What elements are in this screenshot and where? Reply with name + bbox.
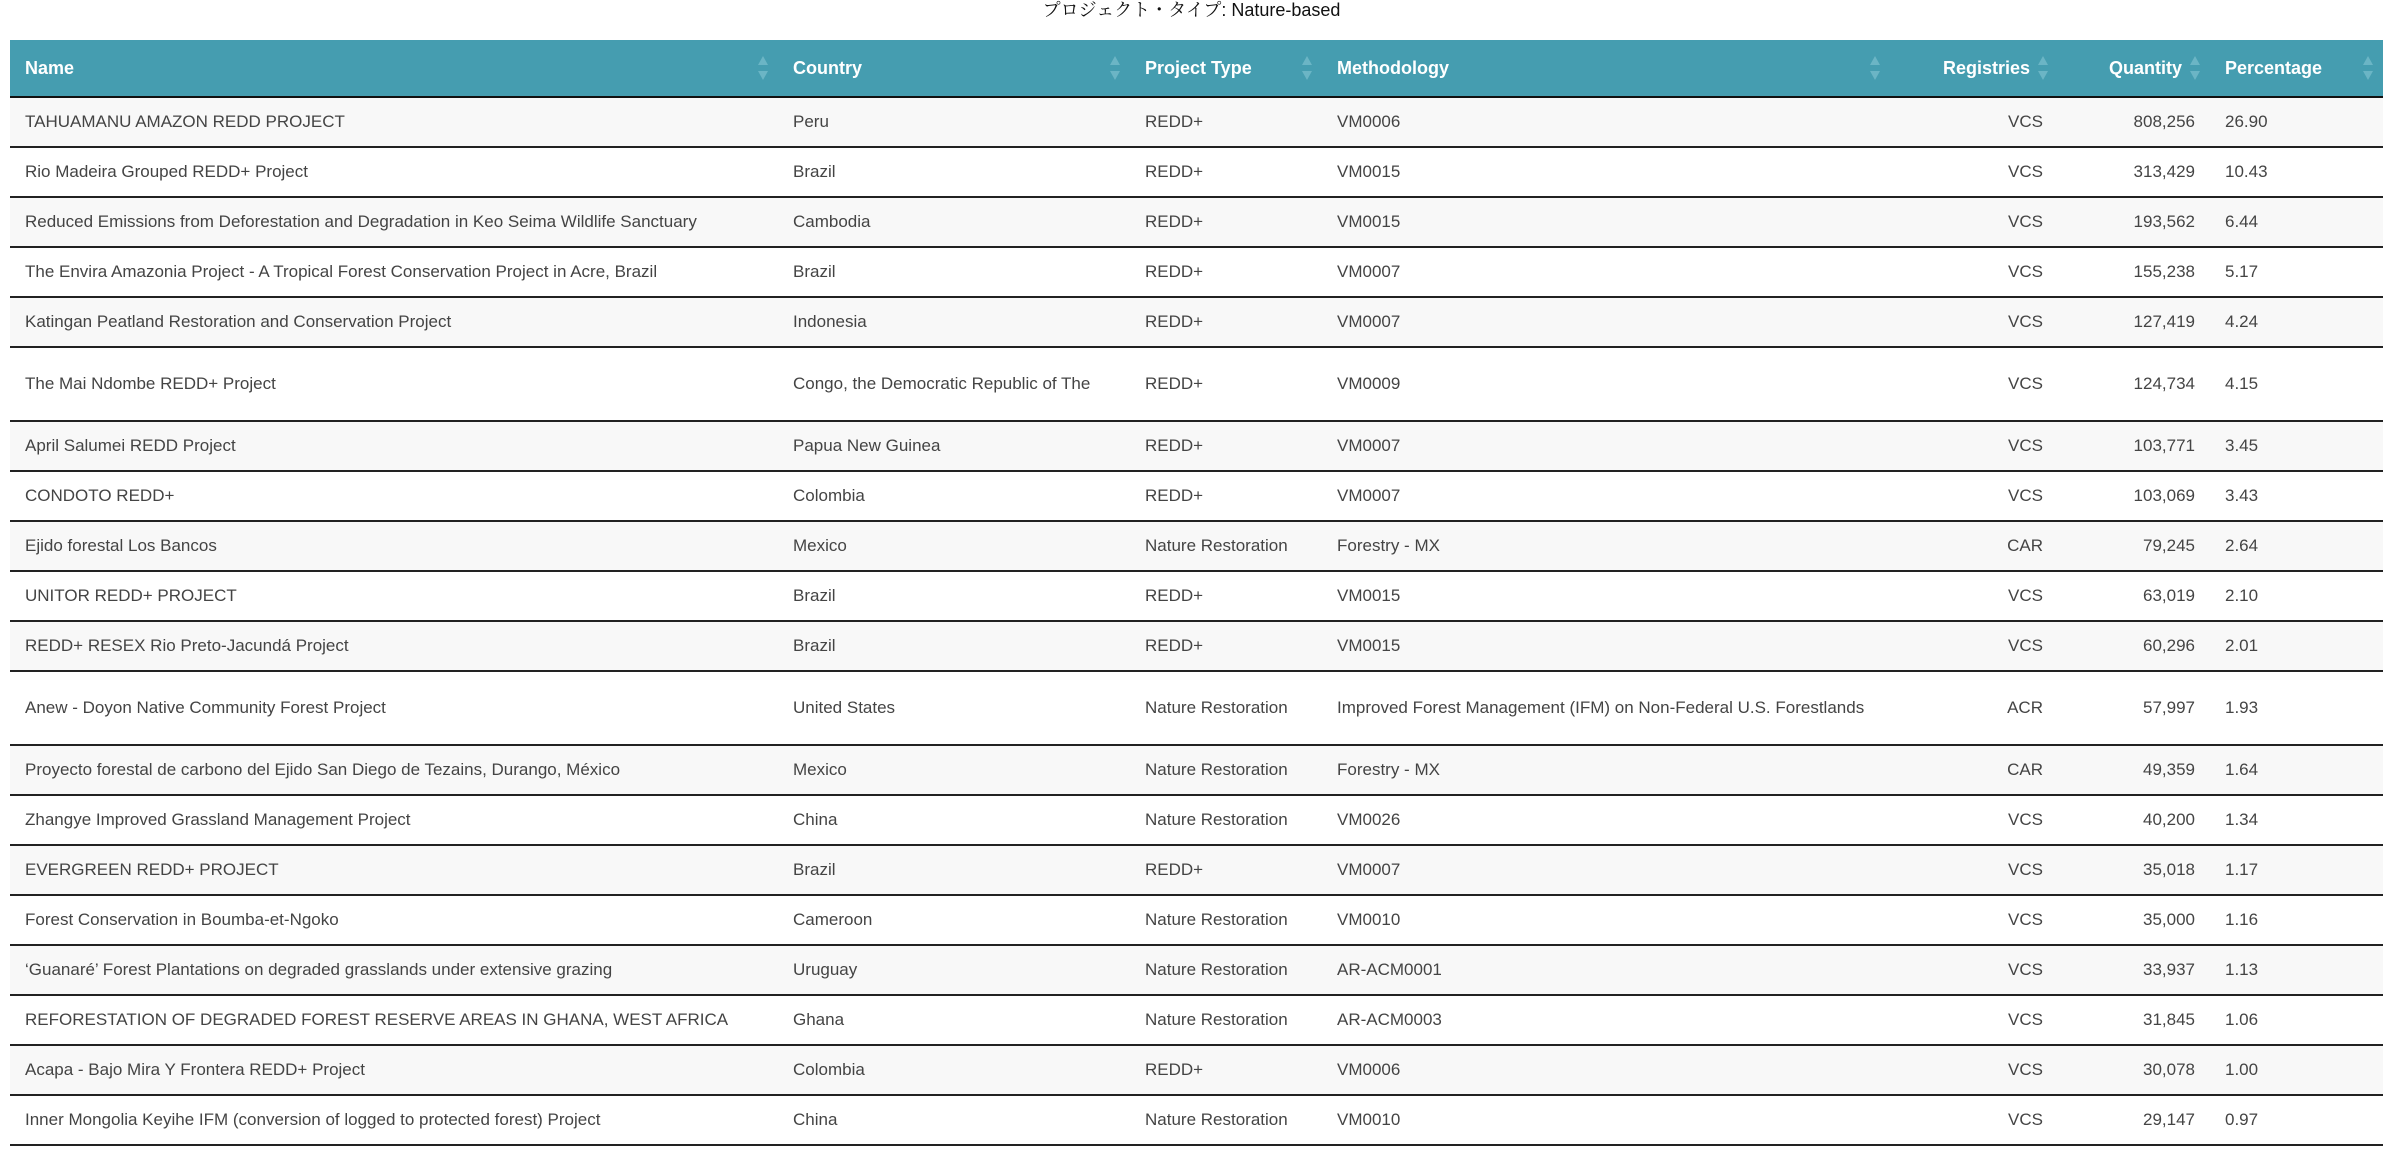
cell-country: Brazil bbox=[778, 147, 1130, 197]
cell-registries: VCS bbox=[1890, 471, 2058, 521]
cell-country: United States bbox=[778, 671, 1130, 745]
column-header-registries[interactable] bbox=[1890, 40, 2058, 97]
cell-percentage: 4.24 bbox=[2210, 297, 2383, 347]
cell-project-type: Nature Restoration bbox=[1130, 795, 1322, 845]
column-label: Registries bbox=[1942, 57, 2030, 78]
cell-name: CONDOTO REDD+ bbox=[10, 471, 778, 521]
cell-registries: VCS bbox=[1890, 247, 2058, 297]
sort-icon[interactable] bbox=[758, 56, 768, 80]
cell-registries: VCS bbox=[1890, 895, 2058, 945]
cell-percentage: 2.01 bbox=[2210, 621, 2383, 671]
cell-name: ‘Guanaré’ Forest Plantations on degraded grasslands under extensive grazing bbox=[10, 945, 778, 995]
cell-project-type: REDD+ bbox=[1130, 621, 1322, 671]
cell-percentage: 1.64 bbox=[2210, 745, 2383, 795]
table-row bbox=[10, 571, 2383, 621]
cell-country: Brazil bbox=[778, 621, 1130, 671]
sort-icon[interactable] bbox=[1870, 56, 1880, 80]
column-label: Quantity bbox=[2108, 57, 2182, 78]
cell-registries: VCS bbox=[1890, 795, 2058, 845]
cell-quantity: 103,771 bbox=[2058, 421, 2210, 471]
cell-country: China bbox=[778, 795, 1130, 845]
cell-project-type: REDD+ bbox=[1130, 471, 1322, 521]
table-row bbox=[10, 147, 2383, 197]
cell-methodology: VM0007 bbox=[1322, 297, 1890, 347]
cell-country: Cameroon bbox=[778, 895, 1130, 945]
cell-quantity: 155,238 bbox=[2058, 247, 2210, 297]
cell-methodology: VM0009 bbox=[1322, 347, 1890, 421]
cell-country: Indonesia bbox=[778, 297, 1130, 347]
cell-percentage: 1.34 bbox=[2210, 795, 2383, 845]
cell-name: Anew - Doyon Native Community Forest Project bbox=[10, 671, 778, 745]
cell-project-type: Nature Restoration bbox=[1130, 1095, 1322, 1145]
cell-name: Proyecto forestal de carbono del Ejido San Diego de Tezains, Durango, México bbox=[10, 745, 778, 795]
cell-quantity: 808,256 bbox=[2058, 97, 2210, 147]
cell-project-type: Nature Restoration bbox=[1130, 995, 1322, 1045]
cell-quantity: 30,078 bbox=[2058, 1045, 2210, 1095]
cell-quantity: 49,359 bbox=[2058, 745, 2210, 795]
cell-name: Rio Madeira Grouped REDD+ Project bbox=[10, 147, 778, 197]
cell-methodology: VM0010 bbox=[1322, 1095, 1890, 1145]
table-row bbox=[10, 1095, 2383, 1145]
cell-methodology: VM0007 bbox=[1322, 845, 1890, 895]
cell-quantity: 35,018 bbox=[2058, 845, 2210, 895]
cell-country: Mexico bbox=[778, 745, 1130, 795]
table-row bbox=[10, 895, 2383, 945]
table-row bbox=[10, 347, 2383, 421]
column-label: Project Type bbox=[1145, 57, 1252, 78]
cell-country: Papua New Guinea bbox=[778, 421, 1130, 471]
cell-name: Forest Conservation in Boumba-et-Ngoko bbox=[10, 895, 778, 945]
cell-percentage: 1.17 bbox=[2210, 845, 2383, 895]
cell-project-type: REDD+ bbox=[1130, 247, 1322, 297]
cell-quantity: 127,419 bbox=[2058, 297, 2210, 347]
column-label: Methodology bbox=[1337, 57, 1449, 78]
cell-methodology: VM0007 bbox=[1322, 247, 1890, 297]
cell-country: Mexico bbox=[778, 521, 1130, 571]
cell-registries: VCS bbox=[1890, 97, 2058, 147]
cell-registries: CAR bbox=[1890, 521, 2058, 571]
cell-name: Acapa - Bajo Mira Y Frontera REDD+ Project bbox=[10, 1045, 778, 1095]
table-title: プロジェクト・タイプ: Nature-based bbox=[1042, 0, 1341, 20]
cell-country: Colombia bbox=[778, 471, 1130, 521]
cell-country: Brazil bbox=[778, 845, 1130, 895]
cell-name: The Envira Amazonia Project - A Tropical Forest Conservation Project in Acre, Brazil bbox=[10, 247, 778, 297]
cell-methodology: AR-ACM0003 bbox=[1322, 995, 1890, 1045]
cell-name: April Salumei REDD Project bbox=[10, 421, 778, 471]
cell-methodology: VM0015 bbox=[1322, 571, 1890, 621]
sort-icon[interactable] bbox=[2038, 56, 2048, 80]
cell-methodology: VM0010 bbox=[1322, 895, 1890, 945]
cell-quantity: 40,200 bbox=[2058, 795, 2210, 845]
cell-name: REDD+ RESEX Rio Preto-Jacundá Project bbox=[10, 621, 778, 671]
cell-registries: VCS bbox=[1890, 621, 2058, 671]
cell-name: Katingan Peatland Restoration and Conservation Project bbox=[10, 297, 778, 347]
cell-country: China bbox=[778, 1095, 1130, 1145]
cell-percentage: 1.00 bbox=[2210, 1045, 2383, 1095]
column-label: Name bbox=[25, 57, 75, 78]
column-label: Percentage bbox=[2225, 57, 2323, 78]
sort-icon[interactable] bbox=[2363, 56, 2373, 80]
cell-percentage: 4.15 bbox=[2210, 347, 2383, 421]
cell-name: UNITOR REDD+ PROJECT bbox=[10, 571, 778, 621]
table-row bbox=[10, 1045, 2383, 1095]
cell-country: Brazil bbox=[778, 247, 1130, 297]
cell-quantity: 29,147 bbox=[2058, 1095, 2210, 1145]
cell-methodology: VM0007 bbox=[1322, 471, 1890, 521]
cell-quantity: 79,245 bbox=[2058, 521, 2210, 571]
column-header-name[interactable] bbox=[10, 40, 778, 97]
cell-country: Colombia bbox=[778, 1045, 1130, 1095]
cell-percentage: 5.17 bbox=[2210, 247, 2383, 297]
cell-methodology: VM0006 bbox=[1322, 1045, 1890, 1095]
cell-name: Ejido forestal Los Bancos bbox=[10, 521, 778, 571]
cell-country: Cambodia bbox=[778, 197, 1130, 247]
cell-methodology: Improved Forest Management (IFM) on Non-Federal U.S. Forestlands bbox=[1322, 671, 1890, 745]
cell-methodology: VM0015 bbox=[1322, 197, 1890, 247]
cell-country: Uruguay bbox=[778, 945, 1130, 995]
table-row bbox=[10, 945, 2383, 995]
cell-methodology: VM0015 bbox=[1322, 147, 1890, 197]
cell-methodology: Forestry - MX bbox=[1322, 745, 1890, 795]
cell-registries: VCS bbox=[1890, 147, 2058, 197]
column-header-country[interactable] bbox=[778, 40, 1130, 97]
table-row bbox=[10, 845, 2383, 895]
table-row bbox=[10, 745, 2383, 795]
cell-name: Reduced Emissions from Deforestation and Degradation in Keo Seima Wildlife Sanctuary bbox=[10, 197, 778, 247]
cell-quantity: 103,069 bbox=[2058, 471, 2210, 521]
cell-project-type: REDD+ bbox=[1130, 347, 1322, 421]
cell-project-type: REDD+ bbox=[1130, 1045, 1322, 1095]
column-header-project-type[interactable] bbox=[1130, 40, 1322, 97]
table-row bbox=[10, 297, 2383, 347]
cell-quantity: 57,997 bbox=[2058, 671, 2210, 745]
cell-quantity: 31,845 bbox=[2058, 995, 2210, 1045]
cell-quantity: 60,296 bbox=[2058, 621, 2210, 671]
header-row bbox=[10, 40, 2383, 97]
cell-registries: VCS bbox=[1890, 347, 2058, 421]
column-header-percentage[interactable] bbox=[2210, 40, 2383, 97]
table-row bbox=[10, 197, 2383, 247]
cell-quantity: 33,937 bbox=[2058, 945, 2210, 995]
cell-percentage: 1.16 bbox=[2210, 895, 2383, 945]
cell-registries: VCS bbox=[1890, 197, 2058, 247]
cell-methodology: Forestry - MX bbox=[1322, 521, 1890, 571]
cell-percentage: 0.97 bbox=[2210, 1095, 2383, 1145]
sort-icon[interactable] bbox=[2190, 56, 2200, 80]
table-row bbox=[10, 471, 2383, 521]
column-label: Country bbox=[793, 57, 862, 78]
cell-name: Zhangye Improved Grassland Management Project bbox=[10, 795, 778, 845]
table-row bbox=[10, 795, 2383, 845]
cell-percentage: 26.90 bbox=[2210, 97, 2383, 147]
table-row bbox=[10, 995, 2383, 1045]
cell-registries: VCS bbox=[1890, 421, 2058, 471]
table-row bbox=[10, 671, 2383, 745]
cell-quantity: 124,734 bbox=[2058, 347, 2210, 421]
cell-registries: VCS bbox=[1890, 845, 2058, 895]
column-header-quantity[interactable] bbox=[2058, 40, 2210, 97]
cell-name: REFORESTATION OF DEGRADED FOREST RESERVE AREAS IN GHANA, WEST AFRICA bbox=[10, 995, 778, 1045]
table-row bbox=[10, 621, 2383, 671]
cell-percentage: 10.43 bbox=[2210, 147, 2383, 197]
cell-project-type: Nature Restoration bbox=[1130, 745, 1322, 795]
cell-project-type: Nature Restoration bbox=[1130, 945, 1322, 995]
column-header-methodology[interactable] bbox=[1322, 40, 1890, 97]
table-row bbox=[10, 421, 2383, 471]
cell-project-type: REDD+ bbox=[1130, 297, 1322, 347]
cell-registries: VCS bbox=[1890, 945, 2058, 995]
cell-project-type: REDD+ bbox=[1130, 147, 1322, 197]
cell-registries: VCS bbox=[1890, 571, 2058, 621]
cell-registries: VCS bbox=[1890, 1045, 2058, 1095]
cell-registries: VCS bbox=[1890, 995, 2058, 1045]
cell-percentage: 3.43 bbox=[2210, 471, 2383, 521]
cell-name: TAHUAMANU AMAZON REDD PROJECT bbox=[10, 97, 778, 147]
cell-percentage: 2.10 bbox=[2210, 571, 2383, 621]
cell-registries: CAR bbox=[1890, 745, 2058, 795]
cell-registries: VCS bbox=[1890, 297, 2058, 347]
cell-methodology: VM0006 bbox=[1322, 97, 1890, 147]
projects-table bbox=[10, 40, 2383, 1146]
cell-methodology: AR-ACM0001 bbox=[1322, 945, 1890, 995]
cell-methodology: VM0015 bbox=[1322, 621, 1890, 671]
cell-country: Brazil bbox=[778, 571, 1130, 621]
cell-quantity: 193,562 bbox=[2058, 197, 2210, 247]
cell-percentage: 1.13 bbox=[2210, 945, 2383, 995]
cell-name: Inner Mongolia Keyihe IFM (conversion of logged to protected forest) Project bbox=[10, 1095, 778, 1145]
table-row bbox=[10, 97, 2383, 147]
cell-name: EVERGREEN REDD+ PROJECT bbox=[10, 845, 778, 895]
cell-project-type: REDD+ bbox=[1130, 421, 1322, 471]
cell-project-type: Nature Restoration bbox=[1130, 671, 1322, 745]
cell-project-type: REDD+ bbox=[1130, 571, 1322, 621]
cell-project-type: REDD+ bbox=[1130, 97, 1322, 147]
cell-project-type: REDD+ bbox=[1130, 197, 1322, 247]
cell-percentage: 6.44 bbox=[2210, 197, 2383, 247]
cell-country: Ghana bbox=[778, 995, 1130, 1045]
table-row bbox=[10, 521, 2383, 571]
cell-project-type: Nature Restoration bbox=[1130, 895, 1322, 945]
cell-country: Peru bbox=[778, 97, 1130, 147]
cell-quantity: 35,000 bbox=[2058, 895, 2210, 945]
cell-quantity: 63,019 bbox=[2058, 571, 2210, 621]
cell-percentage: 1.06 bbox=[2210, 995, 2383, 1045]
cell-methodology: VM0026 bbox=[1322, 795, 1890, 845]
cell-name: The Mai Ndombe REDD+ Project bbox=[10, 347, 778, 421]
cell-country: Congo, the Democratic Republic of The bbox=[778, 347, 1130, 421]
sort-icon[interactable] bbox=[1302, 56, 1312, 80]
cell-percentage: 1.93 bbox=[2210, 671, 2383, 745]
cell-registries: VCS bbox=[1890, 1095, 2058, 1145]
cell-methodology: VM0007 bbox=[1322, 421, 1890, 471]
cell-quantity: 313,429 bbox=[2058, 147, 2210, 197]
cell-registries: ACR bbox=[1890, 671, 2058, 745]
cell-percentage: 3.45 bbox=[2210, 421, 2383, 471]
cell-percentage: 2.64 bbox=[2210, 521, 2383, 571]
table-row bbox=[10, 247, 2383, 297]
sort-icon[interactable] bbox=[1110, 56, 1120, 80]
cell-project-type: Nature Restoration bbox=[1130, 521, 1322, 571]
cell-project-type: REDD+ bbox=[1130, 845, 1322, 895]
